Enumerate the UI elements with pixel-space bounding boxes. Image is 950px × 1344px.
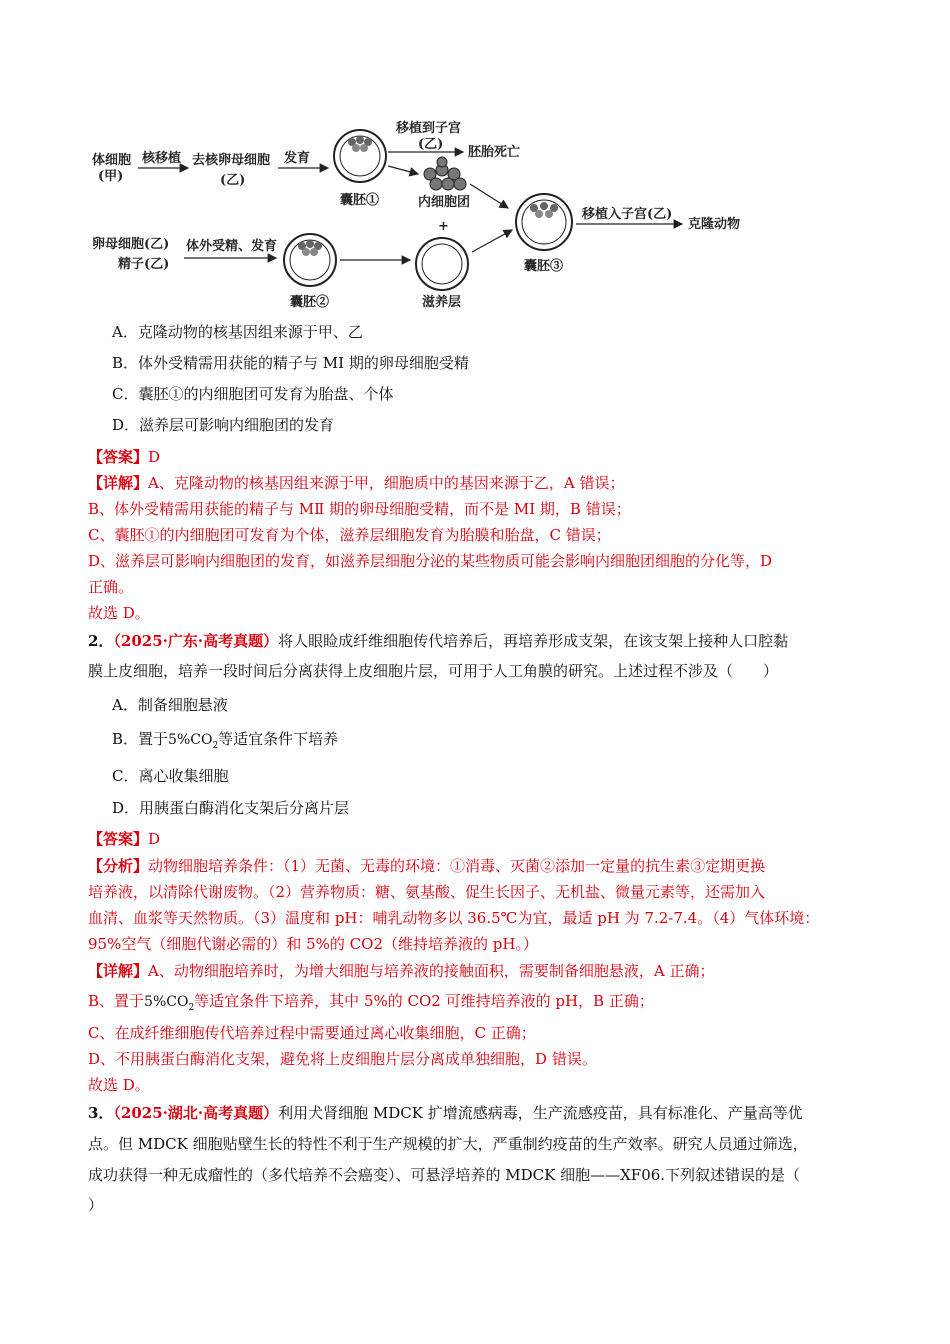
q3-stem-2: 点。但 MDCK 细胞贴壁生长的特性不利于生产规模的扩大，严重制约疫苗的生产效率。研究人员通过筛选，: [88, 1135, 808, 1153]
blastocyst-1-icon: [334, 130, 386, 182]
q2-answer-value: D: [148, 830, 161, 848]
q3-stem-4: ）: [88, 1196, 104, 1214]
blastocyst-3-icon: [516, 194, 572, 250]
trophoblast-icon: [416, 238, 468, 290]
q2-detail-tag: 【详解】: [88, 962, 149, 980]
q2-detail-a: [88, 960, 888, 982]
q2-option-d: D．用胰蛋白酶消化支架后分离片层: [112, 799, 350, 817]
label-trophoblast: 滋养层: [422, 295, 462, 310]
q1-option-c: C．囊胚①的内细胞团可发育为胎盘、个体: [112, 385, 394, 403]
q1-detail-a: [88, 472, 888, 494]
q2-stem-2: 膜上皮细胞，培养一段时间后分离获得上皮细胞片层，可用于人工角膜的研究。上述过程不涉及（ ）: [88, 662, 779, 680]
label-nuclear-transfer: 核移植: [142, 151, 182, 166]
q3-stem-1: [88, 1102, 888, 1124]
q1-detail-b: B、体外受精需用获能的精子与 MⅡ 期的卵母细胞受精，而不是 MI 期，B 错误；: [88, 500, 631, 518]
q2-answer: [88, 828, 888, 850]
blastocyst-2-icon: [284, 234, 336, 286]
q1-answer-tag: 【答案】: [88, 448, 149, 466]
q2-analysis-1: [88, 855, 888, 877]
q3-source: （2025·湖北·高考真题）: [113, 1104, 279, 1122]
q2-detail-b: [88, 990, 888, 1019]
q2-option-a: A．制备细胞悬液: [112, 696, 228, 714]
q1-answer-value: D: [148, 448, 161, 466]
q2-option-b-formula: $5\%CO_2$: [168, 732, 219, 751]
q2-analysis-1-text: 动物细胞培养条件：（1）无菌、无毒的环境：①消毒、灭菌②添加一定量的抗生素③定期更换: [148, 857, 766, 875]
q2-analysis-3: 血清、血浆等天然物质。（3）温度和 pH：哺乳动物多以 36.5℃为宜，最适 pH 为 7.2-7.4。（4）气体环境：: [88, 909, 820, 927]
arrow-to-icm: [388, 166, 418, 174]
label-ivf: 体外受精、发育: [186, 239, 278, 254]
label-blastocyst-3: 囊胚③: [524, 259, 564, 274]
q1-choose: 故选 D。: [88, 604, 150, 622]
cloning-process-diagram: [88, 112, 768, 312]
label-transplant-top-sub: (乙): [418, 137, 444, 152]
q2-option-b: [112, 728, 912, 757]
q2-stem-1-text: 将人眼睑成纤维细胞传代培养后，再培养形成支架，在该支架上接种人口腔黏: [278, 632, 789, 650]
q2-option-c: C．离心收集细胞: [112, 767, 229, 785]
q1-detail-tag: 【详解】: [88, 474, 149, 492]
label-enucleated-egg-sub: (乙): [220, 173, 246, 188]
q2-detail-a-text: A、动物细胞培养时，为增大细胞与培养液的接触面积，需要制备细胞悬液，A 正确；: [148, 962, 715, 980]
q1-option-b: B．体外受精需用获能的精子与 MI 期的卵母细胞受精: [112, 354, 469, 372]
q1-detail-d1: D、滋养层可影响内细胞团的发育，如滋养层细胞分泌的某些物质可能会影响内细胞团细胞的分化等，D: [88, 552, 773, 570]
inner-cell-mass-icon: [424, 157, 466, 190]
q2-choose: 故选 D。: [88, 1076, 150, 1094]
q3-number: 3．: [88, 1104, 114, 1122]
label-transplant-top: 移植到子宫: [396, 121, 462, 136]
label-egg-cell: 卵母细胞(乙): [92, 237, 170, 252]
q3-stem-1-text: 利用犬肾细胞 MDCK 扩增流感病毒，生产流感疫苗，具有标准化、产量高等优: [278, 1104, 803, 1122]
label-blastocyst-2: 囊胚②: [290, 295, 330, 310]
q3-stem-3: 成功获得一种无成瘤性的（多代培养不会癌变）、可悬浮培养的 MDCK 细胞——XF06.下列叙述错误的是（: [88, 1166, 801, 1184]
q2-number: 2．: [88, 632, 114, 650]
q2-detail-b-formula: $5\%CO_2$: [144, 994, 195, 1013]
q2-analysis-2: 培养液，以清除代谢废物。（2）营养物质：糖、氨基酸、促生长因子、无机盐、微量元素等，还需加入: [88, 883, 766, 901]
arrow-icm-to-b3: [470, 184, 508, 208]
q1-option-d: D．滋养层可影响内细胞团的发育: [112, 416, 335, 434]
label-sperm: 精子(乙): [118, 257, 170, 272]
q1-answer: [88, 446, 888, 468]
label-transplant-right: 移植入子宫(乙): [582, 207, 673, 222]
label-plus: +: [438, 219, 449, 234]
q2-detail-d: D、不用胰蛋白酶消化支架，避免将上皮细胞片层分离成单独细胞，D 错误。: [88, 1050, 597, 1068]
label-somatic-cell-sub: (甲): [98, 169, 124, 184]
label-develop: 发育: [284, 151, 311, 166]
arrow-tb-to-b3: [472, 230, 512, 252]
q2-detail-c: C、在成纤维细胞传代培养过程中需要通过离心收集细胞，C 正确；: [88, 1024, 536, 1042]
label-embryo-death: 胚胎死亡: [468, 145, 521, 160]
label-somatic-cell: 体细胞: [92, 153, 132, 168]
label-enucleated-egg: 去核卵母细胞: [192, 153, 271, 168]
q1-detail-d2: 正确。: [88, 578, 134, 596]
q1-detail-c: C、囊胚①的内细胞团可发育为个体，滋养层细胞发育为胎膜和胎盘，C 错误；: [88, 526, 611, 544]
q2-option-b-post: 等适宜条件下培养: [218, 730, 339, 748]
q2-detail-b-pre: B、置于: [88, 992, 145, 1010]
q2-source: （2025·广东·高考真题）: [113, 632, 279, 650]
q2-stem-1: [88, 630, 888, 652]
label-blastocyst-1: 囊胚①: [340, 193, 380, 208]
q2-option-b-pre: B．置于: [112, 730, 169, 748]
q2-analysis-4: 95%空气（细胞代谢必需的）和 5%的 CO2（维持培养液的 pH。）: [88, 935, 538, 953]
q2-detail-b-post: 等适宜条件下培养，其中 5%的 CO2 可维持培养液的 pH，B 正确；: [194, 992, 654, 1010]
q1-option-a: A．克隆动物的核基因组来源于甲、乙: [112, 323, 363, 341]
q2-analysis-tag: 【分析】: [88, 857, 149, 875]
q2-answer-tag: 【答案】: [88, 830, 149, 848]
q1-detail-a-text: A、克隆动物的核基因组来源于甲，细胞质中的基因来源于乙，A 错误；: [148, 474, 625, 492]
label-inner-cell-mass: 内细胞团: [418, 195, 471, 210]
label-clone-animal: 克隆动物: [688, 217, 741, 232]
